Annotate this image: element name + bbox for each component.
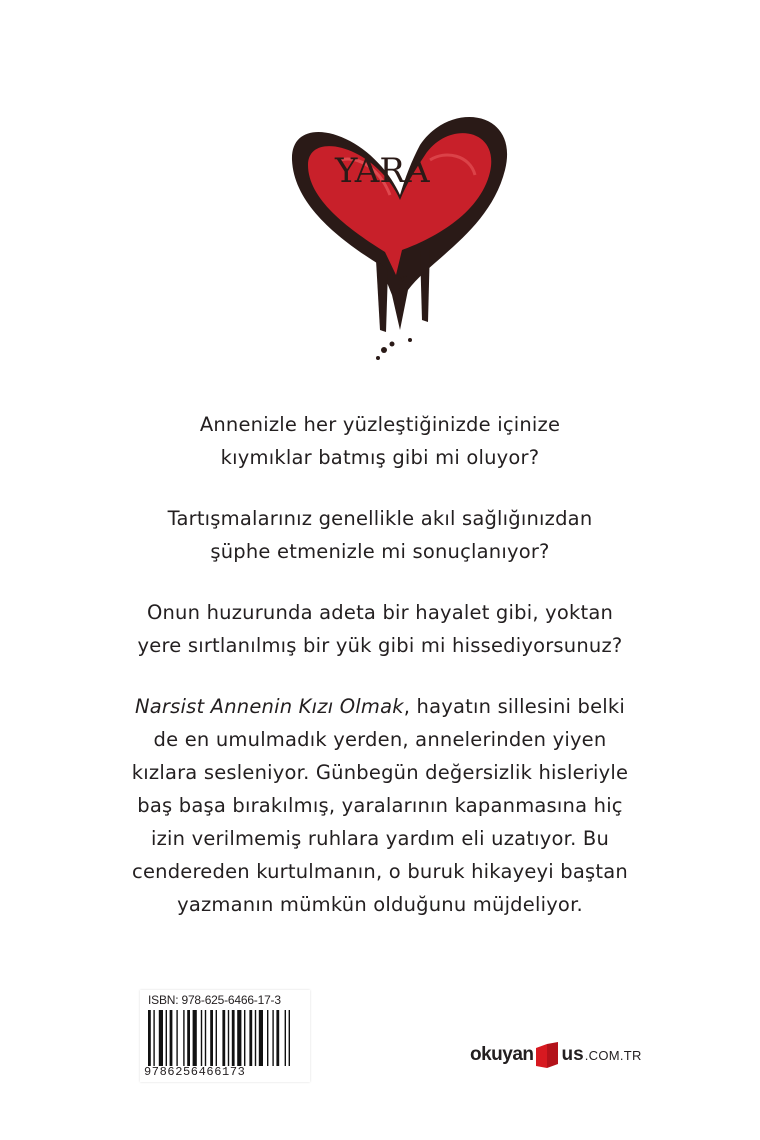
- blurb-paragraph-1: Annenizle her yüzleştiğinizde içinize kıymıklar batmış gibi mi oluyor?: [199, 413, 561, 469]
- publisher-suffix: us: [561, 1044, 584, 1065]
- blurb-paragraph-3: Onun huzurunda adeta bir hayalet gibi, yoktan yere sırtlanılmış bir yük gibi mi hissediyorsunuz?: [137, 601, 623, 657]
- publisher-name: okuyan: [470, 1044, 534, 1065]
- heart-illustration: [280, 100, 530, 370]
- isbn-label: ISBN: 978-625-6466-17-3: [148, 993, 281, 1007]
- isbn-barcode: [140, 990, 310, 1082]
- book-title: Narsist Annenin Kızı Olmak: [134, 695, 404, 718]
- publisher-tld: .COM.TR: [584, 1047, 642, 1063]
- publisher-book-icon: [534, 1040, 560, 1070]
- back-cover-blurb: [60, 408, 700, 949]
- blurb-paragraph-4: Narsist Annenin Kızı Olmak, hayatın sillesini belki de en umulmadık yerden, annelerinden yiyen kızlara sesleniyor. Günbegün değersizlik hisleriyle baş başa bırakılmış, yaralarının kapanmasına hiç izin verilmemiş ruhlara yardım eli uzatıyor. Bu cendereden kurtulmanın, o buruk hikayeyi baştan yazmanın mümkün olduğunu müjdeliyor.: [131, 695, 629, 916]
- barcode-bars: [148, 1010, 304, 1066]
- blurb-paragraph-2: Tartışmalarınız genellikle akıl sağlığınızdan şüphe etmenizle mi sonuçlanıyor?: [167, 507, 593, 563]
- heart-text: YARA: [335, 151, 430, 191]
- publisher-logo: [470, 1040, 642, 1070]
- heart-signature: VIC: [395, 275, 409, 296]
- barcode-digits: 9786256466173: [144, 1065, 246, 1079]
